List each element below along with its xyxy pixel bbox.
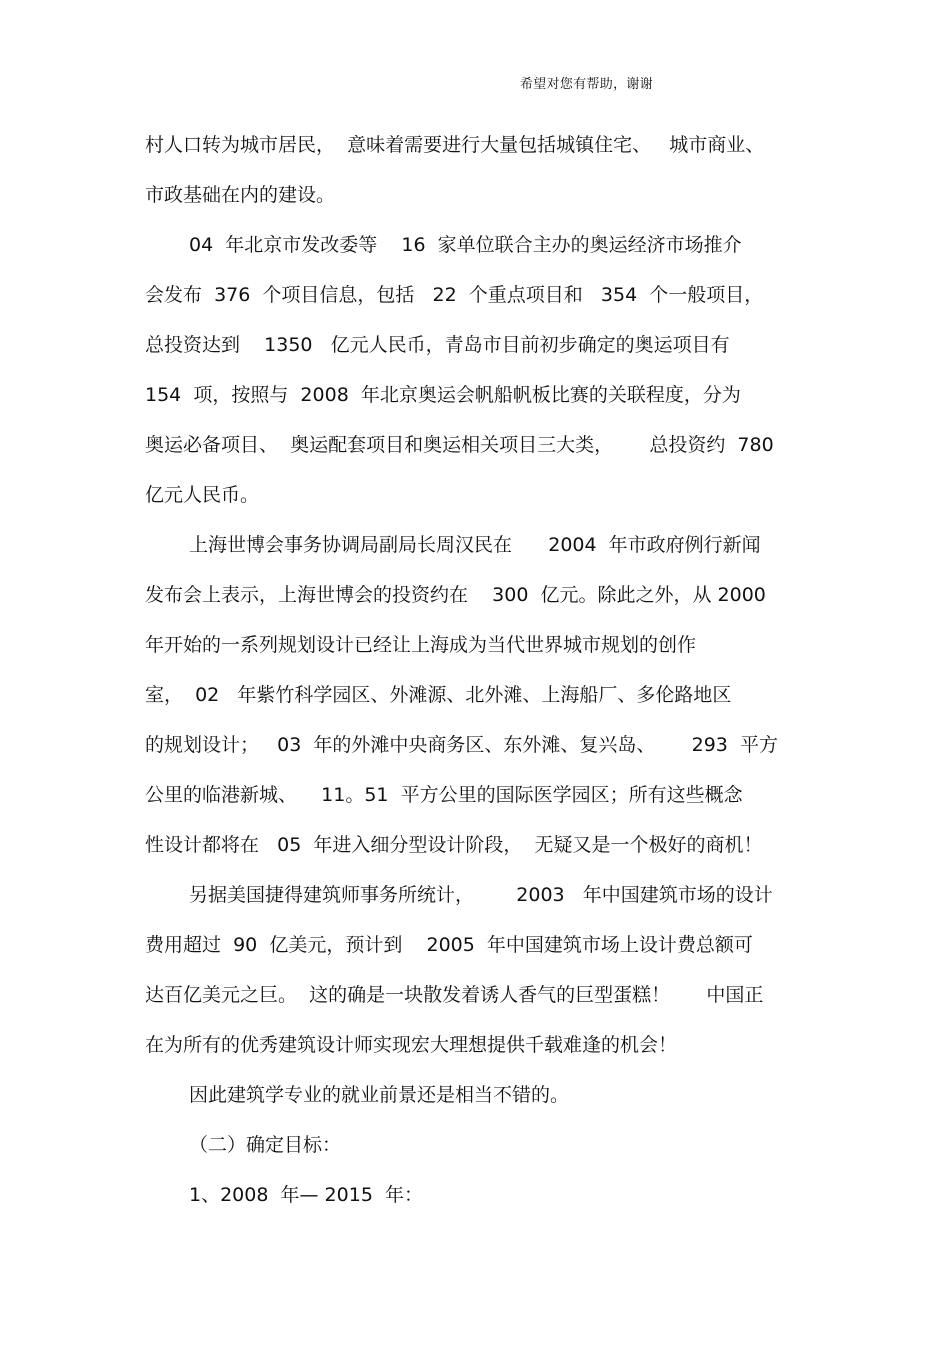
section-heading: （二）确定目标： [189, 1134, 342, 1156]
text-line: 性设计都将在 05 年进入细分型设计阶段， 无疑又是一个极好的商机！ [145, 834, 763, 856]
text-line: 另据美国捷得建筑师事务所统计， 2003 年中国建筑市场的设计 [189, 884, 773, 906]
text-line: 室， 02 年紫竹科学园区、外滩源、北外滩、上海船厂、多伦路地区 [145, 684, 732, 706]
text-line: 费用超过 90 亿美元，预计到 2005 年中国建筑市场上设计费总额可 [145, 934, 753, 956]
text-line: 的规划设计； 03 年的外滩中央商务区、东外滩、复兴岛、 293 平方 [145, 734, 778, 756]
text-line: 村人口转为城市居民， 意味着需要进行大量包括城镇住宅、 城市商业、 [145, 134, 765, 156]
subsection-heading: 1、2008 年— 2015 年： [189, 1184, 423, 1206]
text-line: 市政基础在内的建设。 [145, 184, 336, 206]
text-line: 年开始的一系列规划设计已经让上海成为当代世界城市规划的创作 [145, 634, 697, 656]
text-line: 因此建筑学专业的就业前景还是相当不错的。 [189, 1084, 570, 1106]
text-line: 总投资达到 1350 亿元人民币，青岛市目前初步确定的奥运项目有 [145, 334, 730, 356]
text-line: 上海世博会事务协调局副局长周汉民在 2004 年市政府例行新闻 [189, 534, 761, 556]
text-line: 04 年北京市发改委等 16 家单位联合主办的奥运经济市场推介 [189, 234, 742, 256]
text-line: 在为所有的优秀建筑设计师实现宏大理想提供千载难逢的机会！ [145, 1034, 678, 1056]
text-line: 达百亿美元之巨。 这的确是一块散发着诱人香气的巨型蛋糕！ 中国正 [145, 984, 764, 1006]
text-line: 154 项，按照与 2008 年北京奥运会帆船帆板比赛的关联程度，分为 [145, 384, 741, 406]
page-header-note: 希望对您有帮助，谢谢 [520, 77, 654, 92]
text-line: 公里的临港新城、 11。51 平方公里的国际医学园区；所有这些概念 [145, 784, 743, 806]
text-line: 亿元人民币。 [145, 484, 260, 506]
text-line: 会发布 376 个项目信息，包括 22 个重点项目和 354 个一般项目， [145, 284, 764, 306]
document-body [145, 120, 835, 1220]
text-line: 发布会上表示，上海世博会的投资约在 300 亿元。除此之外，从 2000 [145, 584, 766, 606]
text-line: 奥运必备项目、 奥运配套项目和奥运相关项目三大类， 总投资约 780 [145, 434, 774, 456]
